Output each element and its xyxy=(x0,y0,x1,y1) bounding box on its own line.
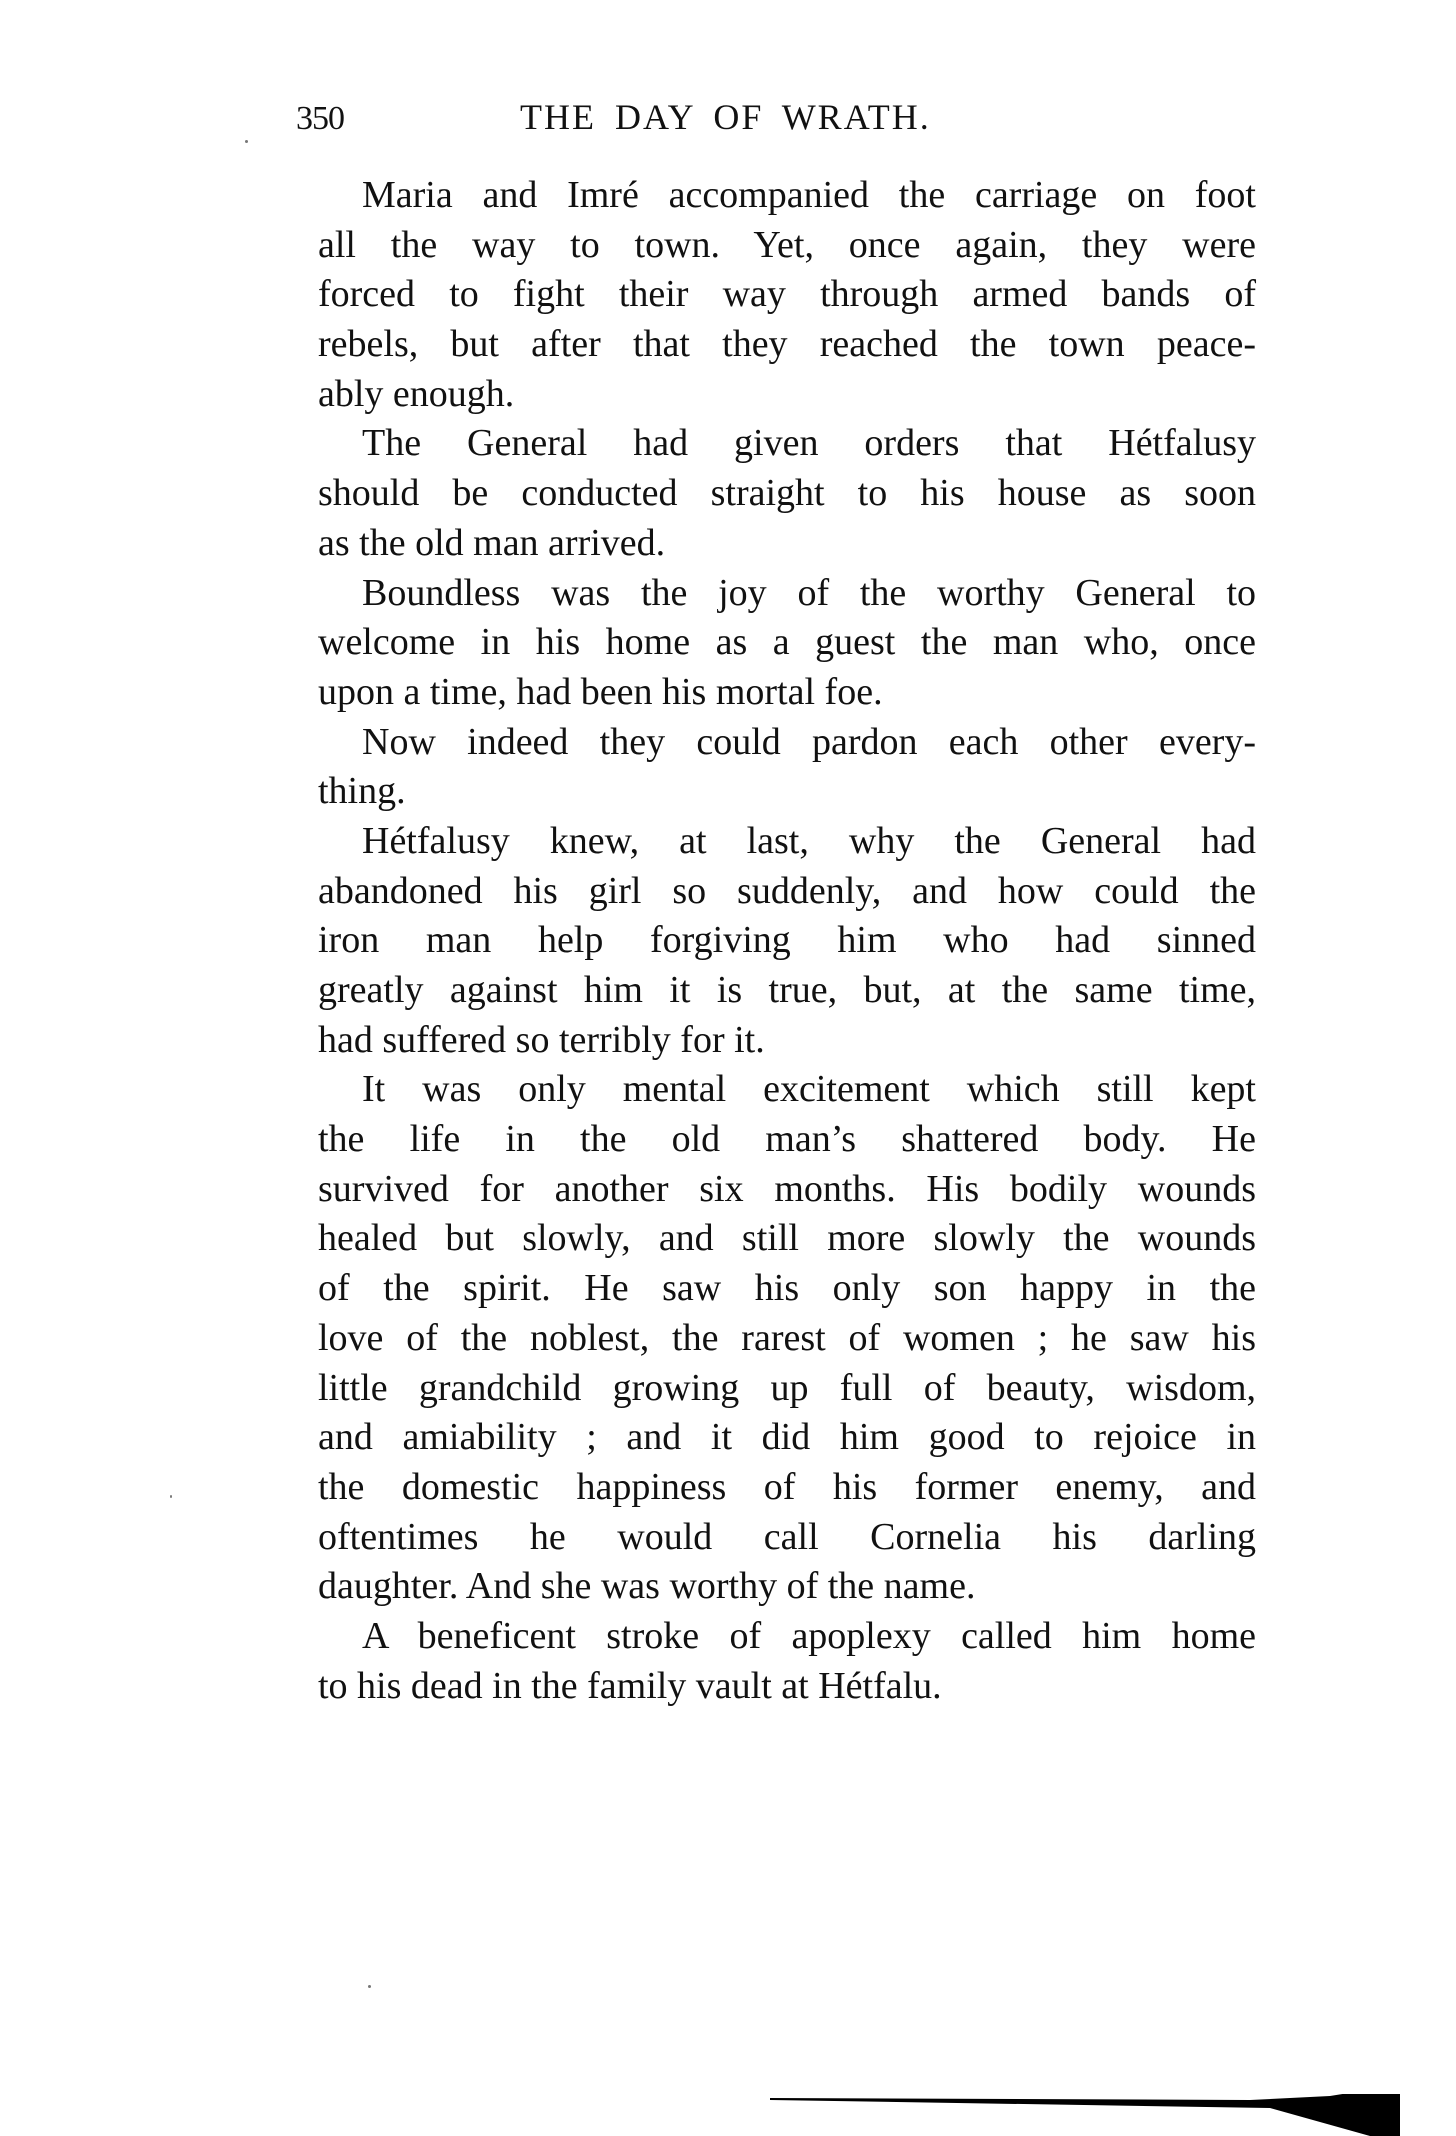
text-line: survived for another six months. His bodily wounds xyxy=(318,1167,1256,1210)
page-edge-shadow xyxy=(770,2094,1400,2136)
text-line: and amiability ; and it did him good to rejoice in xyxy=(318,1416,1256,1459)
text-line: The General had given orders that Hétfalusy xyxy=(362,422,1256,465)
text-line: love of the noblest, the rarest of women ; he saw his xyxy=(318,1316,1256,1359)
text-line: thing. xyxy=(318,770,406,813)
text-line: oftentimes he would call Cornelia his darling xyxy=(318,1515,1256,1558)
page-number: 350 xyxy=(296,100,344,137)
paragraph xyxy=(318,1065,1256,1612)
paragraph xyxy=(318,419,1256,568)
paragraph xyxy=(318,718,1256,817)
paragraph xyxy=(318,171,1256,419)
scan-speck xyxy=(368,1985,371,1988)
scan-speck xyxy=(170,1495,172,1498)
text-line: the life in the old man’s shattered body. He xyxy=(318,1118,1256,1161)
running-head: THE DAY OF WRATH. xyxy=(520,97,931,137)
text-line: Hétfalusy knew, at last, why the General had xyxy=(362,819,1256,862)
paragraph xyxy=(318,569,1256,718)
text-line: healed but slowly, and still more slowly the wounds xyxy=(318,1217,1256,1260)
text-line: iron man help forgiving him who had sinned xyxy=(318,919,1256,962)
scan-speck xyxy=(245,140,248,143)
text-line: upon a time, had been his mortal foe. xyxy=(318,670,883,713)
text-line: Boundless was the joy of the worthy General to xyxy=(362,571,1256,614)
text-line: the domestic happiness of his former enemy, and xyxy=(318,1465,1256,1508)
text-line: ably enough. xyxy=(318,372,515,415)
text-line: It was only mental excitement which still kept xyxy=(362,1068,1256,1111)
paragraph xyxy=(318,817,1256,1065)
text-line: abandoned his girl so suddenly, and how could the xyxy=(318,869,1256,912)
page-body xyxy=(318,171,1256,1711)
text-line: A beneficent stroke of apoplexy called him home xyxy=(362,1614,1256,1657)
text-line: Now indeed they could pardon each other every- xyxy=(362,720,1256,763)
text-line: rebels, but after that they reached the town peace- xyxy=(318,323,1256,366)
text-line: little grandchild growing up full of beauty, wisdom, xyxy=(318,1366,1256,1409)
text-line: forced to fight their way through armed bands of xyxy=(318,273,1256,316)
paragraph xyxy=(318,1612,1256,1711)
text-line: greatly against him it is true, but, at the same time, xyxy=(318,969,1256,1011)
text-line: Maria and Imré accompanied the carriage on foot xyxy=(362,174,1256,216)
text-line: daughter. And she was worthy of the name. xyxy=(318,1565,976,1608)
text-line: to his dead in the family vault at Hétfalu. xyxy=(318,1664,942,1707)
text-line: all the way to town. Yet, once again, they were xyxy=(318,223,1256,266)
text-line: welcome in his home as a guest the man who, once xyxy=(318,621,1256,664)
text-line: had suffered so terribly for it. xyxy=(318,1018,765,1061)
text-line: of the spirit. He saw his only son happy in the xyxy=(318,1267,1256,1310)
text-line: should be conducted straight to his house as soon xyxy=(318,472,1256,515)
text-line: as the old man arrived. xyxy=(318,521,666,564)
